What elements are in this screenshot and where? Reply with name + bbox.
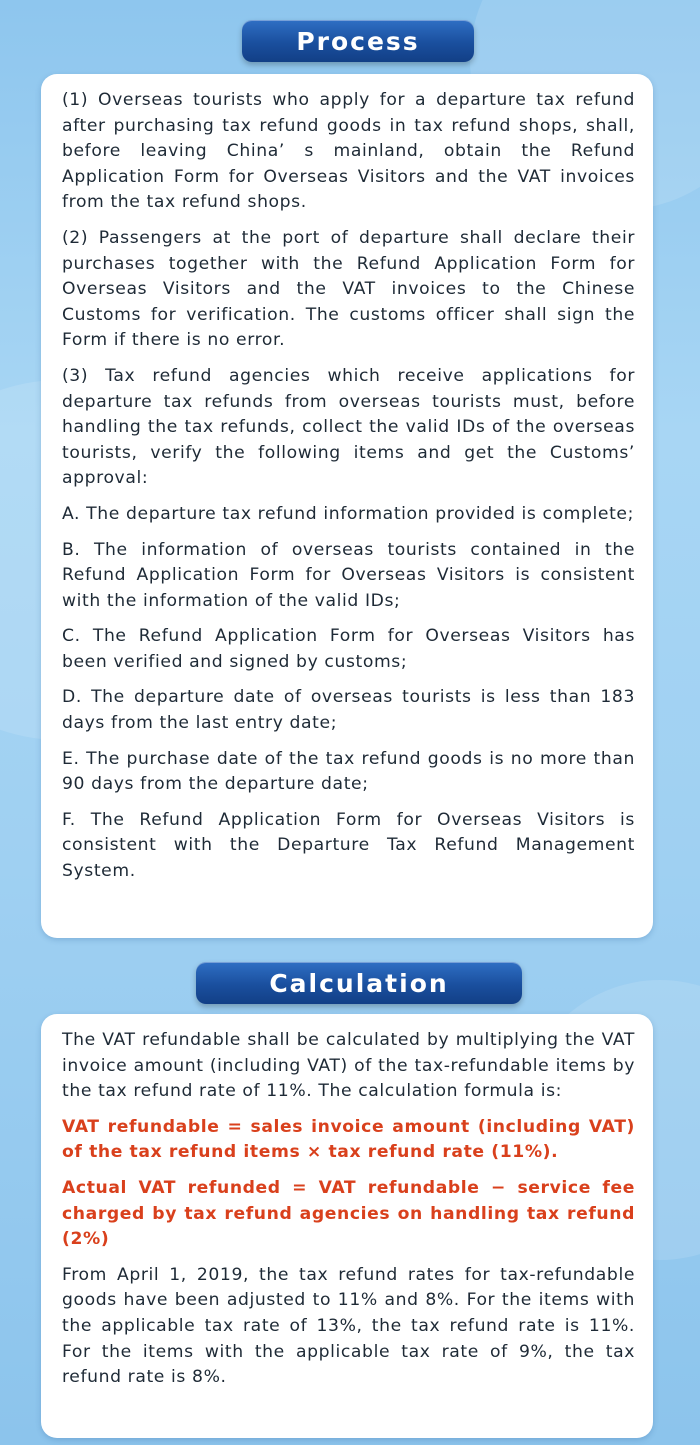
calculation-card: [41, 1014, 653, 1438]
calculation-intro: The VAT refundable shall be calculated by multiplying the VAT invoice amount (including VAT) of the tax-refundable items by the tax refund rate of 11%. The calculation formula is:: [62, 1030, 635, 1102]
process-step-2: (2) Passengers at the port of departure shall declare their purchases together with the Refund Application Form for Overseas Visitors and the VAT invoices to the Chinese Customs for verification. The customs officer shall sign the Form if there is no error.: [62, 227, 635, 351]
process-heading-text: Process: [296, 26, 420, 56]
process-heading: [242, 20, 474, 62]
process-item-c: C. The Refund Application Form for Overseas Visitors has been verified and signed by customs;: [62, 626, 635, 672]
formula-vat-refundable: VAT refundable = sales invoice amount (including VAT) of the tax refund items × tax refund rate (11%).: [62, 1116, 635, 1163]
process-item-f: F. The Refund Application Form for Overseas Visitors is consistent with the Departure Tax Refund Management System.: [62, 809, 635, 882]
process-step-1: (1) Overseas tourists who apply for a departure tax refund after purchasing tax refund goods in tax refund shops, shall, before leaving China’ s mainland, obtain the Refund Application Form for Overseas Visitors and the VAT invoices from the tax refund shops.: [62, 90, 635, 213]
formula-actual-vat-refunded: Actual VAT refunded = VAT refundable − service fee charged by tax refund agencies on handling tax refund (2%): [62, 1177, 635, 1250]
calculation-note: From April 1, 2019, the tax refund rates for tax-refundable goods have been adjusted to 11% and 8%. For the items with the applicable tax rate of 13%, the tax refund rate is 11%. For the items with the applicable tax rate of 9%, the tax refund rate is 8%.: [62, 1264, 635, 1388]
process-step-3: (3) Tax refund agencies which receive applications for departure tax refunds from overseas tourists must, before handling the tax refunds, collect the valid IDs of the overseas tourists, verify the following items and get the Customs’ approval:: [62, 365, 635, 489]
process-card: [41, 74, 653, 938]
process-item-e: E. The purchase date of the tax refund goods is no more than 90 days from the departure date;: [62, 748, 635, 795]
process-item-b: B. The information of overseas tourists contained in the Refund Application Form for Overseas Visitors is consistent with the information of the valid IDs;: [62, 539, 635, 611]
process-item-d: D. The departure date of overseas tourists is less than 183 days from the last entry date;: [62, 687, 635, 734]
process-item-a: A. The departure tax refund information provided is complete;: [62, 503, 634, 524]
calculation-heading-text: Calculation: [269, 968, 449, 998]
calculation-heading: [196, 962, 522, 1004]
